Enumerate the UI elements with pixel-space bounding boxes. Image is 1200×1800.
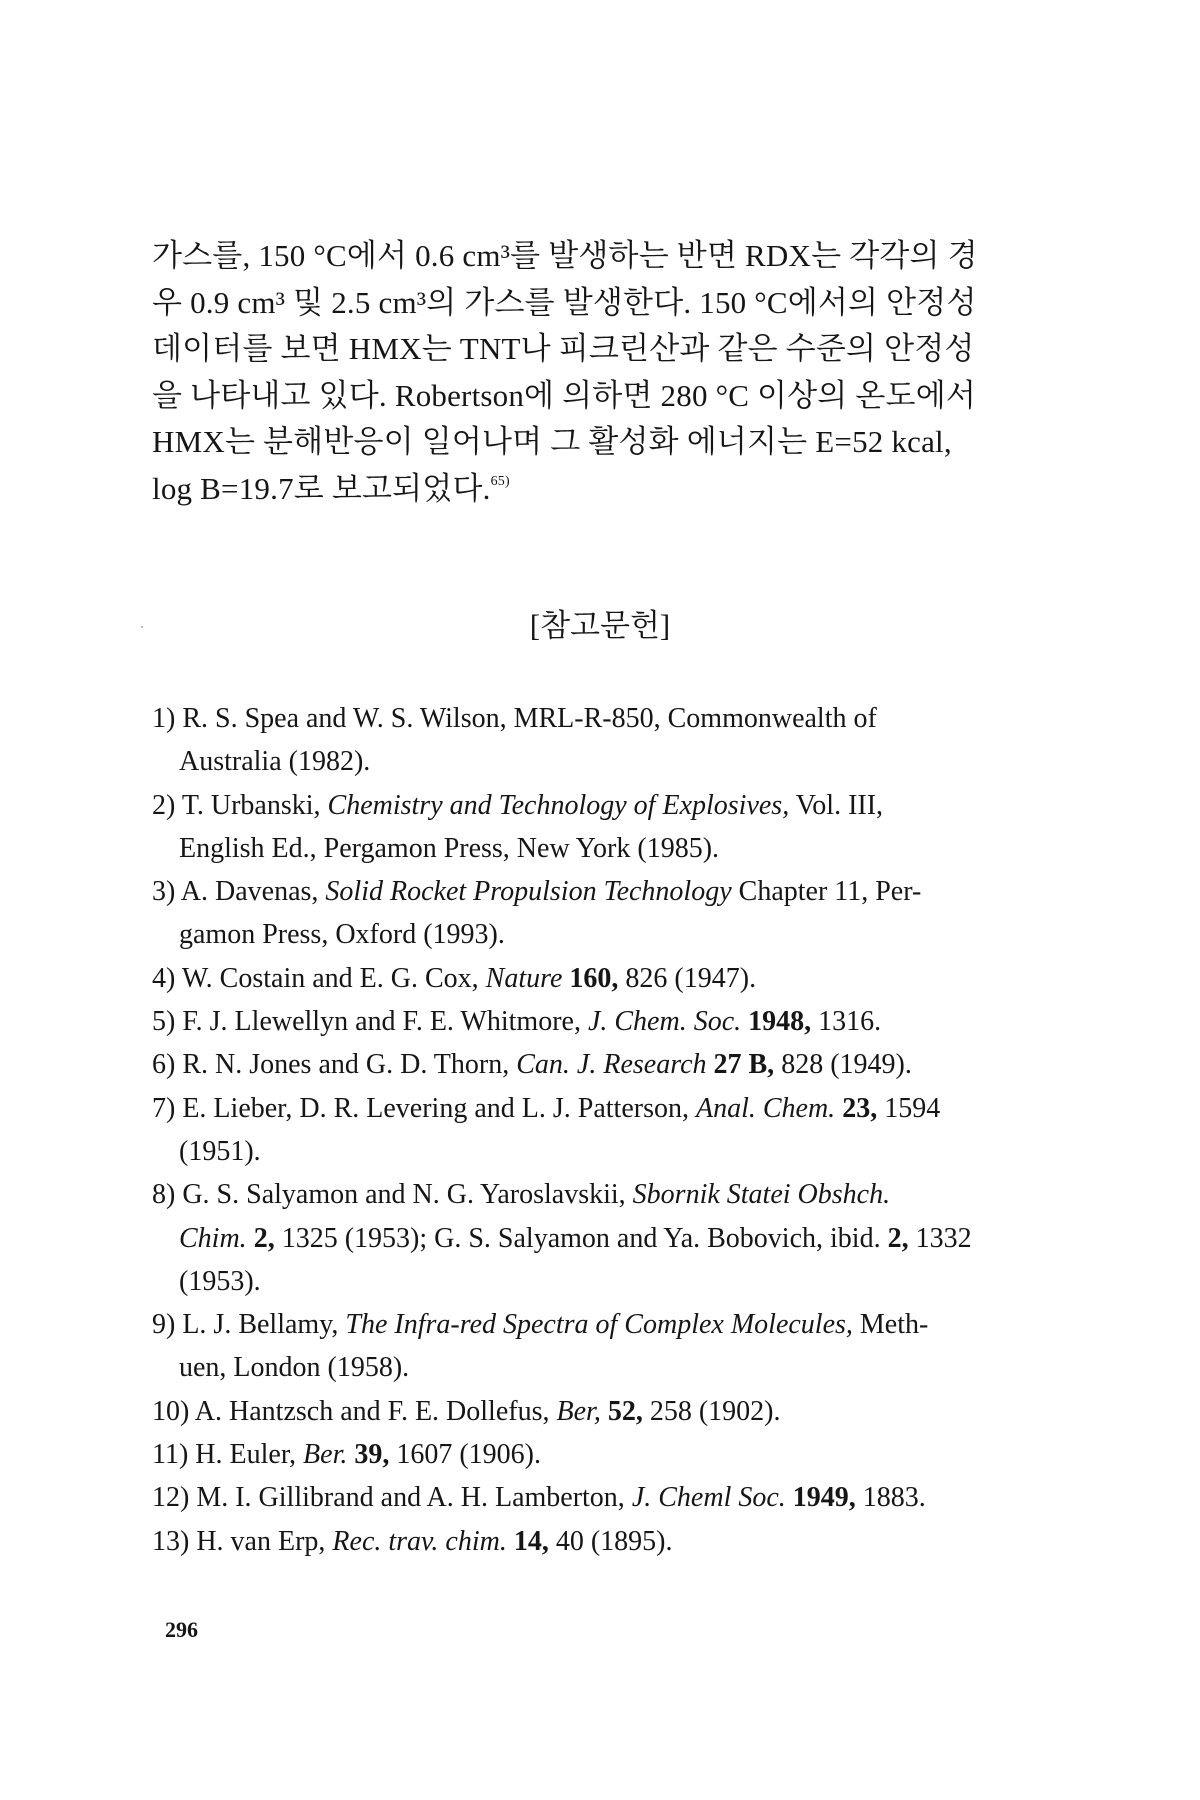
reference-volume: 52, (600, 1395, 643, 1427)
reference-details: 1607 (1906). (389, 1439, 542, 1471)
reference-title: Chemistry and Technology of Explosives, (327, 789, 790, 821)
reference-authors: H. Euler, (195, 1439, 304, 1471)
reference-number: 3) (152, 876, 176, 908)
reference-authors: W. Costain and E. G. Cox, (181, 962, 486, 994)
reference-title: Solid Rocket Propulsion Technology (325, 876, 732, 908)
reference-authors: E. Lieber, D. R. Levering and L. J. Patterson, (182, 1092, 696, 1124)
reference-item (152, 1087, 1052, 1174)
reference-continuation-line (152, 1217, 1052, 1260)
reference-details: 1594 (877, 1092, 941, 1124)
reference-journal: Sbornik Statei Obshch. (632, 1179, 891, 1211)
body-line: 가스를, 150 °C에서 0.6 cm³를 발생하는 반면 RDX는 각각의 경 (152, 238, 978, 273)
reference-number: 10) (152, 1395, 190, 1427)
reference-number: 2) (152, 789, 176, 821)
reference-continuation: (1953). (179, 1265, 261, 1297)
reference-continuation: gamon Press, Oxford (1993). (179, 919, 505, 951)
reference-item (152, 1173, 1052, 1303)
reference-details: Vol. III, (789, 789, 884, 821)
reference-item (152, 1303, 1052, 1390)
reference-number: 13) (152, 1525, 190, 1557)
reference-number: 12) (152, 1482, 190, 1514)
reference-item (152, 697, 1052, 784)
reference-item (152, 1043, 1052, 1086)
reference-authors: L. J. Bellamy, (182, 1309, 346, 1341)
reference-item (152, 1520, 1052, 1563)
body-paragraph (152, 233, 1042, 512)
reference-item (152, 957, 1052, 1000)
reference-volume: 1949, (785, 1482, 856, 1514)
reference-number: 7) (152, 1092, 176, 1124)
reference-authors: F. J. Llewellyn and F. E. Whitmore, (182, 1006, 588, 1038)
reference-volume: 160, (562, 962, 619, 994)
references-heading: [참고문헌] (529, 608, 671, 643)
reference-number: 4) (152, 962, 176, 994)
reference-authors: H. van Erp, (196, 1525, 333, 1557)
reference-authors: A. Davenas, (180, 876, 326, 908)
reference-details: 826 (1947). (618, 962, 757, 994)
reference-details: 1883. (855, 1482, 926, 1514)
reference-authors: A. Hantzsch and F. E. Dollefus, (194, 1395, 557, 1427)
reference-item (152, 1476, 1052, 1519)
reference-journal: Ber, (556, 1395, 601, 1427)
reference-number: 1) (152, 703, 176, 734)
reference-authors: G. S. Salyamon and N. G. Yaroslavskii, (182, 1179, 633, 1211)
reference-volume: 27 B, (706, 1049, 775, 1081)
reference-title: The Infra-red Spectra of Complex Molecules, (345, 1309, 853, 1341)
reference-details: Chapter 11, Per- (731, 876, 922, 908)
reference-item (152, 870, 1052, 957)
body-line: 우 0.9 cm³ 및 2.5 cm³의 가스를 발생한다. 150 °C에서의 안정성 (152, 284, 977, 320)
body-line: 데이터를 보면 HMX는 TNT나 피크린산과 같은 수준의 안정성 (152, 331, 975, 366)
reference-number: 8) (152, 1179, 176, 1211)
reference-item (152, 1433, 1052, 1476)
reference-continuation: English Ed., Pergamon Press, New York (1985). (179, 832, 720, 864)
reference-journal: Nature (485, 962, 563, 994)
reference-number: 6) (152, 1049, 176, 1081)
reference-item (152, 784, 1052, 871)
reference-volume: 14, (506, 1525, 549, 1557)
footnote-reference: 65) (490, 473, 510, 489)
reference-journal: Ber. (303, 1439, 348, 1471)
reference-number: 5) (152, 1006, 176, 1038)
reference-text: R. S. Spea and W. S. Wilson, MRL-R-850, Commonwealth of (182, 703, 877, 734)
body-line: 을 나타내고 있다. Robertson에 의하면 280 °C 이상의 온도에서 (152, 377, 976, 413)
reference-authors: R. N. Jones and G. D. Thorn, (182, 1049, 517, 1081)
reference-number: 11) (152, 1439, 189, 1471)
reference-journal-cont: Chim. (179, 1222, 247, 1254)
reference-volume: 2, (246, 1222, 275, 1254)
reference-authors: T. Urbanski, (181, 789, 328, 821)
reference-continuation: (1951). (179, 1135, 261, 1167)
body-line: HMX는 분해반응이 일어나며 그 활성화 에너지는 E=52 kcal, (152, 424, 952, 459)
reference-item (152, 1390, 1052, 1433)
reference-continuation: uen, London (1958). (179, 1352, 410, 1384)
reference-item (152, 1000, 1052, 1043)
reference-details: Meth- (852, 1309, 929, 1341)
reference-volume: 23, (835, 1092, 878, 1124)
reference-details: 828 (1949). (774, 1049, 912, 1081)
reference-details: 40 (1895). (548, 1525, 673, 1557)
page-number: 296 (165, 1617, 198, 1642)
reference-journal: Rec. trav. chim. (332, 1525, 507, 1557)
reference-number: 9) (152, 1309, 176, 1341)
reference-volume-2: 2, (880, 1222, 909, 1254)
reference-authors: M. I. Gillibrand and A. H. Lamberton, (196, 1482, 632, 1514)
reference-journal: Anal. Chem. (695, 1092, 836, 1124)
reference-details: 1325 (1953); G. S. Salyamon and Ya. Bobovich, ibid. (274, 1222, 881, 1254)
body-line-last (152, 466, 1042, 513)
reference-volume: 1948, (741, 1006, 812, 1038)
reference-continuation: Australia (1982). (179, 746, 371, 778)
reference-details-2: 1332 (908, 1222, 972, 1254)
reference-details: 258 (1902). (642, 1395, 781, 1427)
reference-journal: J. Cheml Soc. (631, 1482, 786, 1514)
body-line-text: log B=19.7로 보고되었다. (152, 470, 491, 506)
reference-journal: Can. J. Research (516, 1049, 707, 1081)
reference-list (152, 697, 1052, 1563)
reference-journal: J. Chem. Soc. (587, 1006, 742, 1038)
reference-volume: 39, (347, 1439, 390, 1471)
reference-details: 1316. (811, 1006, 882, 1038)
